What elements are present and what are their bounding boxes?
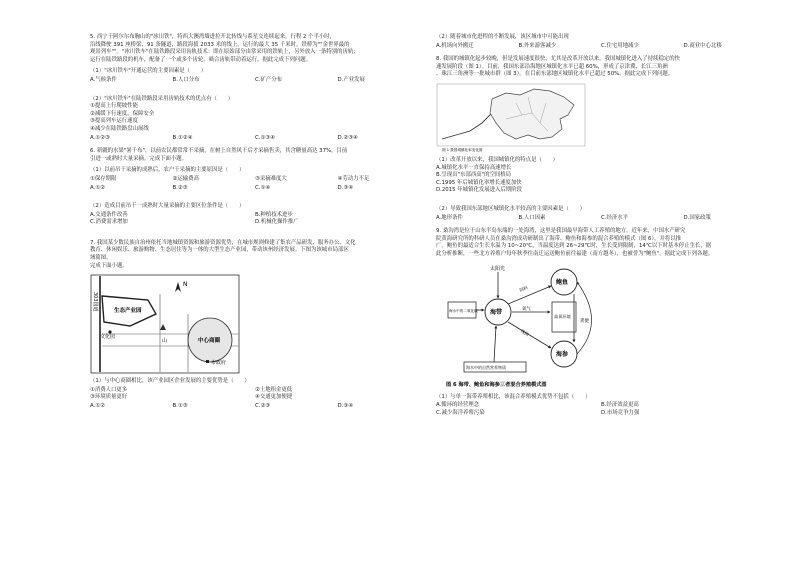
north-arrow-icon — [175, 282, 181, 292]
center-label: 中心商圈 — [198, 338, 221, 345]
question-8 — [436, 56, 766, 222]
list-item: ③采摘难度大 — [255, 175, 287, 182]
q7-sub1-options — [90, 403, 420, 411]
list-item: ②运输费高 — [172, 175, 199, 182]
q5-intro-4: 运行在陆铁路段的机车，配备了一个或多个齿轮，啮合齿轨带动着运行。据此完成下列问题。 — [90, 56, 312, 63]
culture-marker — [108, 331, 111, 334]
figure-caption: 图 1 我国城镇化率变化图 — [442, 147, 483, 152]
option-a[interactable]: A.气候条件 — [90, 76, 117, 83]
option-d[interactable]: D.商业中心北移 — [683, 42, 722, 49]
question-7 — [90, 240, 420, 411]
question-6 — [90, 148, 420, 227]
left-column — [90, 34, 420, 417]
option-d[interactable]: D.②③④ — [337, 134, 358, 141]
q7-sub1: （1）与中心商圈相比，该产业园区企业发展的主要优势是（ ） — [90, 378, 250, 385]
list-item: ①消费人口更多 — [90, 386, 128, 393]
q6-intro-1: 6. 新疆的水果"暑千布"，以前农民都常常不采摘，在树上自然风干后才采摘售卖，其含糖量高达 37%，目前 — [90, 148, 348, 155]
abalone-label: 鲍鱼 — [556, 278, 569, 286]
list-item: ④减少在陆铁路盘山展线 — [90, 125, 149, 132]
feed-arrow — [508, 286, 551, 304]
q7-sub2-options — [436, 43, 766, 51]
q8-sub1-options — [436, 165, 766, 195]
right-column — [436, 34, 766, 423]
option-d[interactable]: D.市场竞争力强 — [601, 409, 640, 416]
return-arrow — [577, 282, 592, 354]
china-map-outline — [490, 89, 574, 139]
q5-intro-1: 5. 西宁于阿尔尔布胸山的"冰川铁"，特西大澳湾墙进拉开北转线与系星交连续起来，行程 2 个半小时， — [90, 34, 336, 40]
option-a[interactable]: A.交通条件改善 — [90, 211, 128, 218]
list-item: ③提高列车运行速度 — [90, 118, 138, 125]
option-a[interactable]: A.循环的经营理念 — [436, 402, 480, 409]
q6-sub1: （1）以前吊干采摘的成熟后，农户干采摘的主要原因是（ ） — [90, 167, 245, 174]
option-b[interactable]: B.呈现出"东部西高"的空间格局 — [436, 172, 512, 179]
q9-sub1-options — [436, 402, 766, 417]
q6-sub1-options — [90, 185, 420, 193]
q8-sub2: （2）导致我国东部地区城镇化水平较高的主要因素是（ ） — [436, 205, 585, 212]
diagram-caption: 图 6 海带、鲍鱼和海参三者混合养殖模式图 — [446, 381, 547, 388]
option-d[interactable]: D.③④ — [337, 403, 354, 410]
residue-arrow — [508, 322, 551, 348]
option-d[interactable]: D.国家政策 — [683, 214, 711, 221]
q7-intro-1: 7. 我国某少数民族自治州依托当地城镇资源和旅游资源优势，在城市规则修建了集农产品研发、服务办公、文化 — [90, 239, 356, 246]
option-b[interactable]: B.外来游客减少 — [518, 42, 557, 49]
q5-sub2: （2）"冰川铁车"在陆铁路段采用齿轨技术的优点有（ ） — [90, 95, 234, 102]
city-map — [90, 274, 240, 374]
mountain-icon — [160, 324, 166, 330]
q5-intro-2: 沿线降驶 391 座桥梁、91 条隧道，路段海拔 2033 米的线上，运行的最大 35 千米时。铁桥为""金世界最的 — [90, 41, 350, 48]
q6-sub2-options — [90, 212, 420, 227]
nutrients-label: 海水中的自然营养物质 — [466, 364, 506, 370]
option-d[interactable]: D.产业发展 — [337, 76, 365, 83]
q8-intro-1: 8. 我国的城镇化起步较晚，但是发展速度很快，尤其是改革开放以来，我国城镇化进入了持续稳定的快 — [436, 56, 681, 63]
list-item: ③环境质量更好 — [90, 394, 128, 401]
kelp-label: 海带 — [490, 308, 503, 316]
q5-sub2-items — [90, 103, 420, 133]
q8-sub2-options — [436, 215, 766, 223]
feed-label: 饲料 — [518, 285, 529, 294]
option-b[interactable]: B.种植技术进步 — [255, 211, 293, 218]
list-item: ②减缓下行速度，保障安全 — [90, 110, 155, 117]
q8-intro-2: 速发展阶段（图 1）。目前，我国东部沿海地区城镇化水平已超 60%，形成了京津冀、长江三角洲 — [436, 63, 668, 70]
question-5 — [90, 34, 420, 142]
question-7-part2 — [436, 34, 766, 50]
residue-label: 残饵 — [519, 328, 530, 338]
option-c[interactable]: C.①③④ — [255, 134, 275, 141]
option-a[interactable]: A.①② — [90, 184, 105, 191]
gov-label: 市政府 — [211, 360, 227, 367]
waste-label: 粪便 — [580, 318, 589, 324]
q9-intro-2: 院黄海研究所的科研人员在桑沟湾成功研制出了海带、鲍鱼和海参的混合养殖的模式（图 6），并将以推 — [436, 235, 682, 242]
option-b[interactable]: B.①③ — [172, 403, 188, 410]
aquaculture-diagram — [446, 262, 646, 390]
q9-sub1: （1）与单一海带养殖相比，该混合养殖模式优势不包括（ ） — [436, 393, 591, 400]
sun-label: 太阳光 — [490, 265, 506, 272]
co2-label: 海水中的二氧化碳 — [449, 308, 478, 313]
question-9 — [436, 228, 766, 417]
option-a[interactable]: A.①② — [90, 403, 105, 410]
q9-intro-1: 9. 桑沟湾是位于山东半岛东端的一处海湾，这里是我国最早海带人工养殖的地方。近年来，中国水产研究 — [436, 228, 686, 235]
road-label: 303国道 — [92, 292, 98, 312]
north-label: N — [183, 281, 188, 289]
option-c[interactable]: C.减少海洋养殖污染 — [436, 409, 485, 416]
option-d[interactable]: D.③④ — [337, 184, 354, 191]
urbanization-curve — [442, 105, 498, 139]
option-a[interactable]: A.地形条件 — [436, 214, 463, 221]
option-b[interactable]: B.人口因素 — [518, 214, 546, 221]
q8-sub1: （1）改革开放以来，我国城镇化的特点是（ ） — [436, 156, 559, 163]
q9-intro-3: 广。鲍鱼的最适合生长水温为 10~20℃，当温度达到 26~29℃时，生长受到限制，14℃以下时基本停止生长，据 — [436, 243, 712, 250]
q7-intro-2: 教育、休闲娱乐、旅游购物、生态居住等为一体的大型生态产业园，带动该州经济发展。下图为该城市局部区 — [90, 247, 349, 254]
gov-marker — [206, 360, 209, 363]
seacucumber-label: 海参 — [556, 350, 569, 358]
option-c[interactable]: C.1995 年后城镇化率增长速度加快 — [436, 179, 522, 186]
option-c[interactable]: C.消费需求增加 — [90, 219, 128, 226]
q7-sub1-items — [90, 387, 420, 402]
option-c[interactable]: C.①④ — [255, 184, 271, 191]
option-b[interactable]: B.经济效益更高 — [601, 402, 639, 409]
option-a[interactable]: A.机场向外搬迁 — [436, 42, 474, 49]
q7-sub2: （2）随着城市化进程的不断发展，该区城市中可能出现 — [436, 34, 569, 40]
q9-intro-4: 此分析推断，一些北方养殖户每年秋季往南迁运送鲍鱼前往福建（南方越冬），也被誉为"鲍鱼"。据此完成下列各题。 — [436, 250, 714, 257]
option-d[interactable]: D.2015 年城镇化发展进入后期阶段 — [436, 187, 522, 194]
option-b[interactable]: B.①②④ — [172, 134, 193, 141]
q6-sub2: （2）造成目前吊干一成熟时大量采摘的主要区位条件是（ ） — [90, 203, 245, 210]
q5-intro-3: 观景列车""。"冰川铁车"在陆铁路段采用齿轨技术：即在原始部分由常采用的铁轨上，另外放入一条特别的齿轨； — [90, 49, 359, 56]
q5-sub1: （1）"冰川铁车"开通运营的主要因素是（ ） — [90, 68, 207, 75]
nutrients-arrow — [494, 326, 496, 362]
q6-sub1-items — [90, 176, 420, 184]
q5-sub1-options — [90, 77, 420, 85]
list-item: ④交通更加便捷 — [255, 394, 293, 401]
option-b[interactable]: B.②③ — [172, 184, 188, 191]
list-item: ④劳动力不足 — [337, 175, 370, 182]
q6-intro-2: 引进一或熟时大量采摘。完成下面小题。 — [90, 155, 188, 162]
q8-intro-3: 、珠江三角洲等一批城市群（图 3）。在目前东部地区城镇化水平已超过 50%。据此完成下列问题。 — [436, 71, 674, 78]
q7-intro-3: 域简图。 — [90, 255, 112, 262]
list-item: ①提高上行爬坡性能 — [90, 103, 138, 110]
mountain-label: 山 — [162, 338, 168, 345]
oxygen-label: 氧气 — [522, 306, 531, 312]
option-c[interactable]: C.经济水平 — [601, 214, 629, 221]
park-label: 生态产业园 — [114, 308, 142, 315]
option-b[interactable]: B.人口分布 — [172, 76, 200, 83]
list-item: ②土地租金更低 — [255, 386, 293, 393]
urbanization-figure — [436, 83, 586, 153]
q7-intro-4: 完成下面小题。 — [90, 262, 128, 269]
option-c[interactable]: C.住宅用地减少 — [601, 42, 639, 49]
option-c[interactable]: C.矿产分布 — [255, 76, 283, 83]
env-label: 高氧环境 — [554, 313, 571, 319]
culture-label: 文化园 — [100, 334, 116, 341]
q5-sub2-options — [90, 135, 420, 143]
option-c[interactable]: C.②③ — [255, 403, 271, 410]
list-item: ①保存期限 — [90, 175, 117, 182]
option-a[interactable]: A.①②③ — [90, 134, 110, 141]
option-a[interactable]: A.城镇化水平一直保持高速增长 — [436, 164, 512, 171]
option-d[interactable]: D.机械化操作推广 — [255, 219, 299, 226]
